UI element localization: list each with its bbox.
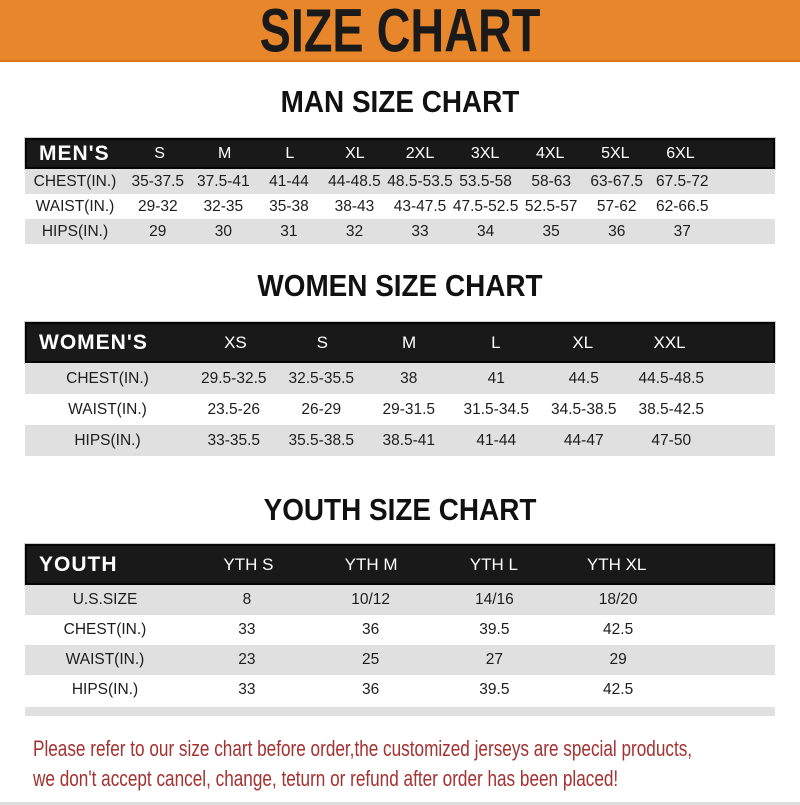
size-cell: 35-37.5 — [131, 172, 185, 190]
table-row — [25, 219, 775, 244]
size-cell: 14/16 — [474, 591, 514, 608]
size-cell: 57-62 — [596, 197, 637, 215]
youth-size-table — [25, 544, 775, 705]
size-cell: 33 — [238, 621, 256, 638]
column-header: 3XL — [470, 144, 500, 162]
size-cell: 38 — [400, 369, 418, 387]
row-label: U.S.SIZE — [72, 591, 138, 608]
size-cell: 34.5-38.5 — [551, 400, 617, 418]
size-cell: 47.5-52.5 — [452, 197, 519, 215]
section-youth — [0, 494, 800, 716]
column-header: XS — [224, 332, 247, 352]
size-cell: 44-47 — [563, 431, 604, 449]
size-cell: 42.5 — [603, 681, 634, 698]
youth-table-bottom-strip — [25, 707, 775, 716]
table-row — [25, 585, 775, 615]
row-label: CHEST(IN.) — [63, 621, 147, 638]
row-label: HIPS(IN.) — [71, 681, 139, 698]
size-cell: 39.5 — [479, 681, 510, 698]
size-cell: 44.5-48.5 — [638, 369, 704, 387]
table-body — [25, 169, 775, 244]
banner-title: SIZE CHART — [259, 0, 541, 65]
table-header-bar — [25, 138, 775, 169]
size-cell: 38.5-41 — [382, 431, 436, 449]
size-cell: 44.5 — [568, 369, 599, 387]
size-cell: 35 — [542, 222, 560, 240]
column-header: 4XL — [535, 144, 565, 162]
table-row — [25, 645, 775, 675]
youth-section-heading: YOUTH SIZE CHART — [263, 492, 537, 527]
table-body — [25, 585, 775, 705]
size-cell: 29 — [149, 222, 167, 240]
size-cell: 36 — [362, 681, 380, 698]
row-label: HIPS(IN.) — [41, 222, 109, 240]
size-cell: 32.5-35.5 — [288, 369, 354, 387]
size-cell: 41 — [487, 369, 505, 387]
size-cell: 35.5-38.5 — [288, 431, 354, 449]
table-row — [25, 615, 775, 645]
column-header: M — [218, 144, 232, 162]
disclaimer-line-2: we don't accept cancel, change, teturn or refund after order has been placed! — [33, 766, 619, 791]
disclaimer-line-1: Please refer to our size chart before order,the customized jerseys are special products, — [33, 736, 693, 761]
column-header: XXL — [653, 332, 686, 352]
column-header: XL — [345, 144, 365, 162]
column-header: 2XL — [405, 144, 435, 162]
column-header: M — [401, 332, 417, 352]
size-cell: 34 — [476, 222, 495, 240]
section-women — [0, 270, 800, 456]
section-men — [0, 86, 800, 244]
size-cell: 25 — [362, 651, 380, 668]
table-header-bar — [25, 322, 775, 363]
size-cell: 62-66.5 — [655, 197, 709, 215]
size-cell: 67.5-72 — [655, 172, 709, 190]
disclaimer-footer — [33, 734, 800, 794]
size-cell: 43-47.5 — [393, 197, 447, 215]
size-cell: 35-38 — [269, 197, 309, 215]
size-cell: 38-43 — [334, 197, 375, 215]
size-cell: 37 — [673, 222, 691, 240]
size-cell: 23 — [238, 651, 256, 668]
table-row — [25, 425, 775, 456]
column-header: YTH S — [223, 554, 274, 574]
size-cell: 37.5-41 — [197, 172, 250, 190]
size-cell: 33-35.5 — [207, 431, 261, 449]
women-size-table — [25, 322, 775, 456]
table-row — [25, 194, 775, 219]
row-label: WAIST(IN.) — [35, 197, 115, 215]
size-cell: 32 — [345, 222, 364, 240]
size-cell: 41-44 — [476, 431, 517, 449]
row-label: HIPS(IN.) — [74, 431, 141, 449]
size-cell: 29 — [609, 651, 627, 668]
size-cell: 30 — [214, 222, 232, 240]
column-header: L — [491, 332, 501, 352]
table-row — [25, 394, 775, 425]
table-body — [25, 363, 775, 456]
size-cell: 36 — [362, 621, 380, 638]
size-cell: 31.5-34.5 — [463, 400, 529, 418]
column-header: 6XL — [666, 144, 695, 162]
column-header: L — [285, 144, 295, 162]
column-header: S — [316, 332, 328, 352]
size-cell: 32-35 — [203, 197, 244, 215]
size-cell: 41-44 — [269, 172, 309, 190]
column-header: YTH L — [469, 554, 518, 574]
size-cell: 52.5-57 — [524, 197, 578, 215]
size-cell: 47-50 — [651, 431, 692, 449]
size-cell: 18/20 — [598, 591, 638, 608]
size-cell: 42.5 — [603, 621, 634, 638]
size-cell: 23.5-26 — [207, 400, 261, 418]
size-cell: 10/12 — [351, 591, 391, 608]
size-cell: 33 — [238, 681, 256, 698]
table-row — [25, 169, 775, 194]
row-label: WAIST(IN.) — [65, 651, 145, 668]
size-cell: 33 — [411, 222, 429, 240]
size-cell: 36 — [608, 222, 626, 240]
table-corner-label: WOMEN'S — [39, 330, 148, 354]
size-cell: 58-63 — [531, 172, 571, 190]
table-row — [25, 363, 775, 394]
men-section-heading: MAN SIZE CHART — [280, 84, 520, 119]
size-cell: 44-48.5 — [328, 172, 381, 190]
table-corner-label: MEN'S — [39, 141, 110, 165]
size-cell: 29.5-32.5 — [201, 369, 267, 387]
size-cell: 26-29 — [301, 400, 342, 418]
column-header: S — [154, 144, 165, 162]
table-row — [25, 675, 775, 705]
column-header: XL — [572, 332, 594, 352]
row-label: CHEST(IN.) — [66, 369, 149, 387]
size-cell: 39.5 — [479, 621, 510, 638]
size-cell: 29-31.5 — [382, 400, 436, 418]
column-header: YTH XL — [586, 554, 647, 574]
size-cell: 48.5-53.5 — [387, 172, 453, 190]
size-cell: 38.5-42.5 — [638, 400, 704, 418]
size-cell: 27 — [485, 651, 503, 668]
size-cell: 63-67.5 — [590, 172, 643, 190]
size-chart-banner — [0, 0, 800, 65]
column-header: YTH M — [344, 554, 398, 574]
table-corner-label: YOUTH — [39, 552, 118, 576]
size-cell: 8 — [242, 591, 252, 608]
row-label: CHEST(IN.) — [33, 172, 117, 190]
size-cell: 29-32 — [137, 197, 178, 215]
size-cell: 53.5-58 — [459, 172, 512, 190]
men-size-table — [25, 138, 775, 244]
women-section-heading: WOMEN SIZE CHART — [257, 268, 543, 303]
row-label: WAIST(IN.) — [68, 400, 147, 418]
column-header: 5XL — [601, 144, 630, 162]
table-header-bar — [25, 544, 775, 585]
size-cell: 31 — [280, 222, 298, 240]
